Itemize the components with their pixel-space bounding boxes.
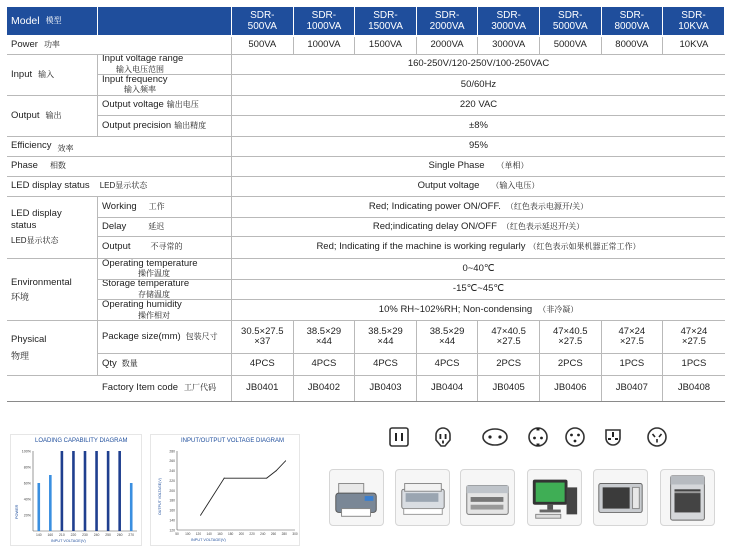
qty-row	[98, 354, 725, 375]
operating-temp-label: Operating temperature	[102, 259, 198, 269]
qty-value: 1PCS	[681, 358, 707, 370]
input-frequency-value: 50/60Hz	[460, 78, 497, 90]
package-size-value	[294, 321, 356, 353]
phase-label-cell	[7, 157, 232, 176]
operating-temp-value: 0~40℃	[462, 262, 495, 274]
chart2-y-tick: 160	[169, 508, 175, 513]
power-value: 1000VA	[294, 37, 356, 54]
chart2-y-label: OUTPUT VOLTAGE(V)	[158, 478, 162, 515]
chart2-x-tick: 200	[238, 532, 245, 536]
led-display-label-cn: LED显示状态	[11, 236, 59, 245]
model-header	[417, 7, 479, 35]
header-model-cell	[7, 7, 98, 35]
factory-label: Factory Item code	[102, 382, 179, 394]
led-output-value-cn: （红色表示如果机器正常工作）	[528, 242, 641, 252]
model-header-line: 5000VA	[552, 21, 588, 32]
model-header	[478, 7, 540, 35]
package-values	[232, 321, 725, 353]
socket-au-icon	[646, 426, 668, 448]
chart1-x-tick: 160	[47, 533, 54, 537]
led-status-label-cn: LED显示状态	[99, 181, 148, 191]
input-label-cn: 输入	[38, 70, 55, 79]
factory-code: JB0401	[232, 376, 294, 401]
chart2-y-tick: 280	[169, 449, 175, 454]
led-status-value-cn: （输入电压）	[491, 181, 540, 191]
appliance-icons	[329, 469, 715, 527]
led-display-group	[7, 197, 725, 259]
package-row	[98, 321, 725, 354]
package-size-value	[602, 321, 664, 353]
output-voltage-label-cn: 输出电压	[166, 100, 199, 110]
chart2-y-tick: 200	[169, 488, 175, 493]
chart1-bar	[84, 451, 87, 531]
chart1-x-tick: 240	[93, 533, 100, 537]
package-size-value	[355, 321, 417, 353]
led-output-label-cell	[98, 237, 232, 258]
chart1-bar	[37, 483, 40, 531]
power-label: Power	[11, 39, 38, 51]
chart2-point	[285, 460, 286, 461]
chart2-y-tick: 140	[169, 518, 175, 523]
led-display-label-line2: status	[11, 220, 37, 231]
operating-temp-label-cell	[98, 259, 232, 279]
model-header-line: 1500VA	[368, 21, 403, 32]
package-size-value-line: ×44	[315, 336, 332, 348]
factory-spacer	[7, 376, 98, 401]
phase-value: Single Phase	[428, 160, 485, 172]
factory-code: JB0406	[540, 376, 602, 401]
chart1-bar	[61, 451, 64, 531]
output-voltage-label-cell	[98, 96, 232, 115]
chart2-x-tick: 240	[260, 532, 266, 536]
model-header-line: 3000VA	[491, 21, 527, 32]
factory-row	[7, 376, 725, 402]
package-size-value-line: 47×40.5	[491, 325, 526, 337]
led-delay-value-cn: （红色表示延迟开/关）	[501, 221, 585, 231]
power-value: 500VA	[232, 37, 294, 54]
model-header-line: SDR-	[434, 10, 460, 21]
output-precision-value: ±8%	[469, 119, 488, 131]
chart1-x-tick: 260	[116, 533, 123, 537]
output-precision-label: Output precision	[102, 119, 172, 131]
package-size-value-line: ×37	[254, 336, 271, 348]
table-header-row	[7, 7, 725, 37]
model-header	[602, 7, 664, 35]
output-label: Output	[11, 110, 40, 121]
led-status-row	[7, 177, 725, 197]
humidity-value-cell	[232, 300, 725, 321]
package-size-value-line: 47×40.5	[552, 325, 588, 337]
output-label-cn: 输出	[45, 111, 62, 120]
computer-icon	[527, 469, 582, 526]
humidity-value: 10% RH~102%RH; Non-condensing	[378, 304, 533, 316]
physical-label: Physical	[11, 334, 47, 345]
led-display-label-line1: LED display	[11, 208, 62, 219]
qty-value: 2PCS	[540, 354, 602, 375]
qty-label-cn: 数量	[121, 359, 138, 369]
qty-value: 4PCS	[232, 354, 294, 375]
package-size-value-line: ×27.5	[496, 336, 521, 348]
output-precision-row	[98, 116, 725, 136]
socket-us-icon	[388, 426, 410, 448]
model-header-line: 10KVA	[678, 21, 709, 32]
chart2-x-tick: 280	[281, 532, 287, 536]
qty-label-cell	[98, 354, 232, 375]
chart2-x-tick: 120	[195, 532, 202, 536]
model-header-line: SDR-	[311, 10, 337, 21]
input-frequency-row	[98, 75, 725, 95]
scanner-icon	[395, 469, 450, 526]
led-output-row	[98, 237, 725, 258]
chart2-x-tick: 50	[175, 532, 179, 536]
led-working-value-cn: （红色表示电源开/关）	[505, 201, 589, 211]
phase-row	[7, 157, 725, 177]
output-label-cell	[7, 96, 98, 136]
input-frequency-label: Input frequency	[102, 75, 168, 85]
io-voltage-chart	[150, 434, 300, 546]
package-size-value-line: 38.5×29	[306, 325, 342, 337]
socket-type-g-icon	[602, 426, 624, 448]
factory-label-cn: 工厂代码	[184, 383, 217, 393]
chart2-x-label: INPUT VOLTAGE(V)	[191, 538, 226, 542]
chart1-y-tick: 60%	[23, 481, 31, 486]
physical-label-cn: 物理	[11, 351, 30, 361]
socket-uk-icon	[432, 426, 454, 448]
storage-temp-label: Storage temperature	[102, 280, 190, 289]
led-working-label-cn: 工作	[148, 201, 165, 211]
chart2-x-tick: 180	[227, 532, 234, 536]
input-label-cell	[7, 55, 98, 95]
model-header-line: SDR-	[619, 10, 645, 21]
power-value: 8000VA	[602, 37, 664, 54]
model-header	[232, 7, 294, 35]
efficiency-row	[7, 137, 725, 157]
efficiency-label-cn: 效率	[57, 143, 74, 153]
led-working-row	[98, 197, 725, 218]
input-frequency-label-cell	[98, 75, 232, 95]
chart1-title: LOADING CAPABILITY DIAGRAM	[35, 438, 128, 444]
chart2-x-tick: 220	[249, 532, 255, 536]
qty-value: 1PCS	[602, 354, 664, 375]
chart1-y-tick: 80%	[23, 465, 31, 470]
factory-values	[232, 376, 725, 401]
input-voltage-range-row	[98, 55, 725, 75]
chart2-x-tick: 160	[217, 532, 223, 536]
chart2-y-tick: 180	[169, 498, 175, 503]
model-header-line: SDR-	[373, 10, 398, 21]
chart2-y-tick: 240	[169, 469, 175, 474]
header-model-label: Model	[11, 14, 40, 27]
socket-schuko-icon	[527, 426, 549, 448]
model-header-line: 8000VA	[614, 21, 650, 32]
chart2-x-tick: 300	[292, 532, 298, 536]
chart1-x-tick: 270	[128, 533, 135, 537]
header-blank-cell	[98, 7, 232, 35]
package-size-value	[232, 321, 294, 353]
chart1-y-tick: 40%	[23, 497, 31, 502]
model-header-line: SDR-	[681, 10, 706, 21]
chart2-point	[200, 515, 201, 516]
qty-value: 2PCS	[478, 354, 540, 375]
spec-table	[7, 7, 725, 402]
storage-temp-value: -15℃~45℃	[452, 283, 505, 295]
factory-code: JB0403	[355, 376, 417, 401]
chart1-plot	[11, 435, 143, 547]
storage-temp-label-cn: 存储温度	[138, 289, 170, 299]
model-header	[540, 7, 602, 35]
model-header-line: 2000VA	[429, 21, 465, 32]
model-header-line: SDR-	[558, 10, 583, 21]
package-size-value-line: ×44	[377, 336, 394, 348]
input-voltage-range-label-cell	[98, 55, 232, 74]
qty-label: Qty	[102, 358, 117, 370]
factory-code: JB0408	[677, 382, 711, 394]
phase-label-cn: 相数	[49, 161, 66, 171]
package-size-value-line: ×27.5	[558, 336, 583, 348]
output-group	[7, 96, 725, 137]
chart1-y-tick: 20%	[23, 513, 31, 518]
package-size-value-line: 30.5×27.5	[241, 325, 284, 337]
package-label-cn: 包装尺寸	[185, 331, 218, 341]
package-size-value-line: 38.5×29	[368, 325, 403, 337]
led-display-label-cell	[7, 197, 98, 258]
output-voltage-value: 220 VAC	[459, 99, 498, 111]
led-output-value: Red; Indicating if the machine is working regularly	[316, 241, 526, 253]
oven-icon	[660, 469, 715, 526]
loading-capability-chart	[10, 434, 142, 546]
socket-eu-icon	[481, 426, 509, 448]
physical-group	[7, 321, 725, 376]
chart1-bar	[118, 451, 121, 531]
phase-label: Phase	[11, 160, 38, 172]
model-header	[294, 7, 356, 35]
qty-value: 4PCS	[417, 354, 479, 375]
led-working-label-cell	[98, 197, 232, 217]
input-voltage-range-label: Input voltage range	[102, 55, 184, 64]
power-row	[7, 37, 725, 55]
chart1-y-label: POWER	[15, 504, 19, 519]
operating-temp-row	[98, 259, 725, 280]
factory-label-cell	[98, 376, 232, 401]
power-values	[232, 37, 725, 54]
output-precision-label-cn: 输出精度	[174, 120, 207, 130]
input-group	[7, 55, 725, 96]
led-delay-value-cell	[232, 218, 725, 237]
input-voltage-range-label-cn: 输入电压范围	[116, 64, 164, 74]
environmental-label-cell	[7, 259, 98, 320]
socket-icons	[388, 426, 673, 448]
led-working-value: Red; Indicating power ON/OFF.	[368, 200, 501, 212]
package-size-value	[663, 321, 725, 353]
model-header	[355, 7, 417, 35]
chart2-point	[224, 478, 225, 479]
storage-temp-row	[98, 280, 725, 300]
led-delay-label: Delay	[102, 220, 127, 232]
factory-code: JB0404	[417, 376, 479, 401]
environmental-label-cn: 环境	[11, 291, 30, 302]
efficiency-value: 95%	[468, 140, 488, 152]
output-precision-label-cell	[98, 116, 232, 136]
factory-code: JB0407	[602, 376, 664, 401]
qty-value: 4PCS	[294, 354, 356, 375]
input-label: Input	[11, 69, 33, 80]
power-value: 3000VA	[478, 37, 540, 54]
input-frequency-label-cn: 输入频率	[124, 85, 156, 94]
led-output-value-cell	[232, 237, 725, 258]
humidity-label: Operating humidity	[102, 300, 182, 310]
humidity-row	[98, 300, 725, 321]
copier-icon	[460, 469, 515, 526]
chart1-bar	[49, 475, 52, 531]
factory-code: JB0402	[294, 376, 356, 401]
output-voltage-row	[98, 96, 725, 116]
led-delay-row	[98, 218, 725, 238]
chart2-point	[276, 470, 277, 471]
model-header-line: 1000VA	[306, 21, 342, 32]
humidity-value-cn: （非冷凝）	[538, 305, 579, 315]
led-status-value-cell	[232, 177, 725, 196]
chart2-title: INPUT/OUTPUT VOLTAGE DIAGRAM	[181, 438, 285, 444]
efficiency-label: Efficiency	[11, 140, 52, 152]
led-status-label-cell	[7, 177, 232, 196]
chart1-x-tick: 230	[82, 533, 88, 537]
input-voltage-range-value: 160-250V/120-250V/100-250VAC	[407, 58, 550, 70]
humidity-label-cell	[98, 300, 232, 321]
chart2-x-tick: 260	[270, 532, 277, 536]
model-header-line: SDR-	[496, 10, 521, 21]
led-status-label: LED display status	[11, 180, 90, 192]
chart2-y-tick: 220	[169, 478, 175, 483]
chart1-bar	[107, 451, 110, 531]
chart1-x-label: INPUT VOLTAGE(V)	[51, 539, 86, 543]
efficiency-label-cell	[7, 137, 232, 156]
microwave-icon	[593, 469, 648, 526]
led-delay-label-cell	[98, 218, 232, 237]
led-working-label: Working	[102, 200, 137, 212]
package-label: Package size(mm)	[102, 330, 181, 342]
package-size-value-line: 47×24	[618, 325, 646, 337]
package-size-value	[478, 321, 540, 353]
led-output-label-cn: 不寻常的	[150, 242, 183, 252]
operating-temp-label-cn: 操作温度	[138, 269, 170, 278]
power-label-cell	[7, 37, 232, 54]
package-size-value	[417, 321, 479, 353]
factory-code: JB0405	[478, 376, 540, 401]
chart2-y-tick: 260	[169, 459, 175, 464]
chart1-x-tick: 140	[35, 533, 42, 537]
package-size-value-line: 47×24	[680, 325, 708, 337]
chart2-y-tick: 120	[169, 528, 175, 533]
chart1-bar	[72, 451, 75, 531]
header-model-label-cn: 模型	[45, 15, 62, 25]
power-value: 1500VA	[355, 37, 417, 54]
printer-icon	[329, 469, 384, 526]
environmental-label: Environmental	[11, 276, 72, 288]
led-delay-value: Red;indicating delay ON/OFF	[372, 220, 497, 232]
qty-value: 4PCS	[355, 354, 417, 375]
storage-temp-label-cell	[98, 280, 232, 299]
chart2-x-tick: 100	[185, 532, 191, 536]
chart1-bar	[95, 451, 98, 531]
chart1-x-tick: 220	[70, 533, 77, 537]
package-size-value	[540, 321, 602, 353]
environmental-group	[7, 259, 725, 321]
power-label-cn: 功率	[43, 40, 60, 50]
chart2-x-tick: 140	[206, 532, 212, 536]
model-header-line: SDR-	[250, 10, 275, 21]
package-label-cell	[98, 321, 232, 353]
led-delay-label-cn: 延迟	[148, 221, 165, 231]
socket-swiss-icon	[564, 426, 586, 448]
power-value: 5000VA	[540, 37, 602, 54]
led-working-value-cell	[232, 197, 725, 217]
physical-label-cell	[7, 321, 98, 375]
chart1-bar	[130, 483, 133, 531]
output-voltage-label: Output voltage	[102, 99, 164, 111]
qty-values	[232, 354, 725, 375]
package-size-value-line: ×27.5	[619, 336, 644, 348]
chart2-plot	[151, 435, 301, 547]
phase-value-cell	[232, 157, 725, 176]
model-header-line: 500VA	[247, 21, 277, 32]
chart1-x-tick: 210	[59, 533, 65, 537]
chart1-y-tick: 100%	[21, 449, 31, 454]
chart2-point	[266, 478, 267, 479]
package-size-value-line: 38.5×29	[429, 325, 465, 337]
power-value: 10KVA	[679, 39, 709, 51]
chart1-x-tick: 250	[105, 533, 111, 537]
model-header	[663, 7, 725, 35]
phase-value-cn: （单相）	[496, 161, 529, 171]
power-value: 2000VA	[417, 37, 479, 54]
package-size-value-line: ×44	[439, 336, 456, 348]
package-size-value-line: ×27.5	[681, 336, 706, 348]
led-output-label: Output	[102, 241, 131, 253]
chart2-line	[201, 461, 286, 515]
led-status-value: Output voltage	[417, 180, 480, 192]
header-models	[232, 7, 725, 35]
humidity-label-cn: 操作相对	[138, 310, 170, 320]
